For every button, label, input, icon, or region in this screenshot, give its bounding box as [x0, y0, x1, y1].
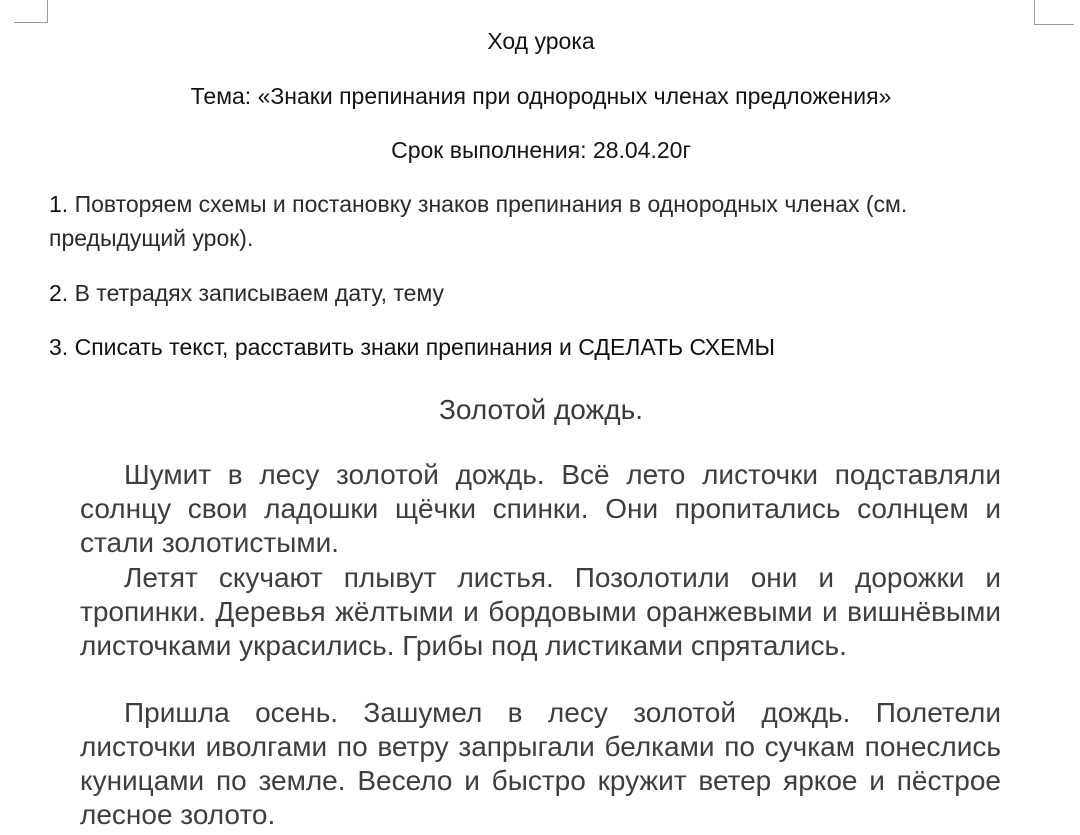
story-title: Золотой дождь.	[438, 394, 643, 425]
step-1-text: Повторяем схемы и постановку знаков препинания в однородных членах (см. предыдущий урок).	[49, 191, 908, 251]
story-paragraph-1: Шумит в лесу золотой дождь. Всё лето листочки подставляли солнцу свои ладошки щёчки спинки. Они пропитались солнцем и стали золотистыми.	[80, 459, 1001, 558]
page-corner-mark-right	[1034, 0, 1035, 24]
step-2-number: 2.	[49, 280, 69, 306]
page-corner-mark-left	[47, 0, 48, 22]
step-1-number: 1.	[49, 191, 69, 217]
story-paragraph-2: Летят скучают плывут листья. Позолотили они и дорожки и тропинки. Деревья жёлтыми и бордовыми оранжевыми и вишнёвыми листочками украсились. Грибы под листиками спрятались.	[80, 562, 1001, 661]
step-2-text: В тетрадях записываем дату, тему	[68, 280, 445, 306]
step-3	[49, 330, 1029, 364]
story-paragraph-3: Пришла осень. Зашумел в лесу золотой дождь. Полетели листочки иволгами по ветру запрыгали белками по сучкам понеслись куницами по земле. Весело и быстро кружит ветер яркое и пёстрое лесное золото.	[80, 697, 1001, 830]
page-corner-mark-right-horizontal	[1034, 24, 1074, 25]
step-3-number: 3.	[49, 334, 69, 360]
lesson-title: Ход урока	[487, 28, 595, 54]
lesson-topic: Тема: «Знаки препинания при однородных членах предложения»	[190, 83, 892, 109]
step-2	[49, 276, 1029, 310]
step-1	[49, 187, 1029, 255]
step-3-text: Списать текст, расставить знаки препинания и СДЕЛАТЬ СХЕМЫ	[68, 334, 775, 360]
lesson-deadline: Срок выполнения: 28.04.20г	[391, 137, 691, 163]
page-corner-mark-left-horizontal	[14, 22, 48, 23]
